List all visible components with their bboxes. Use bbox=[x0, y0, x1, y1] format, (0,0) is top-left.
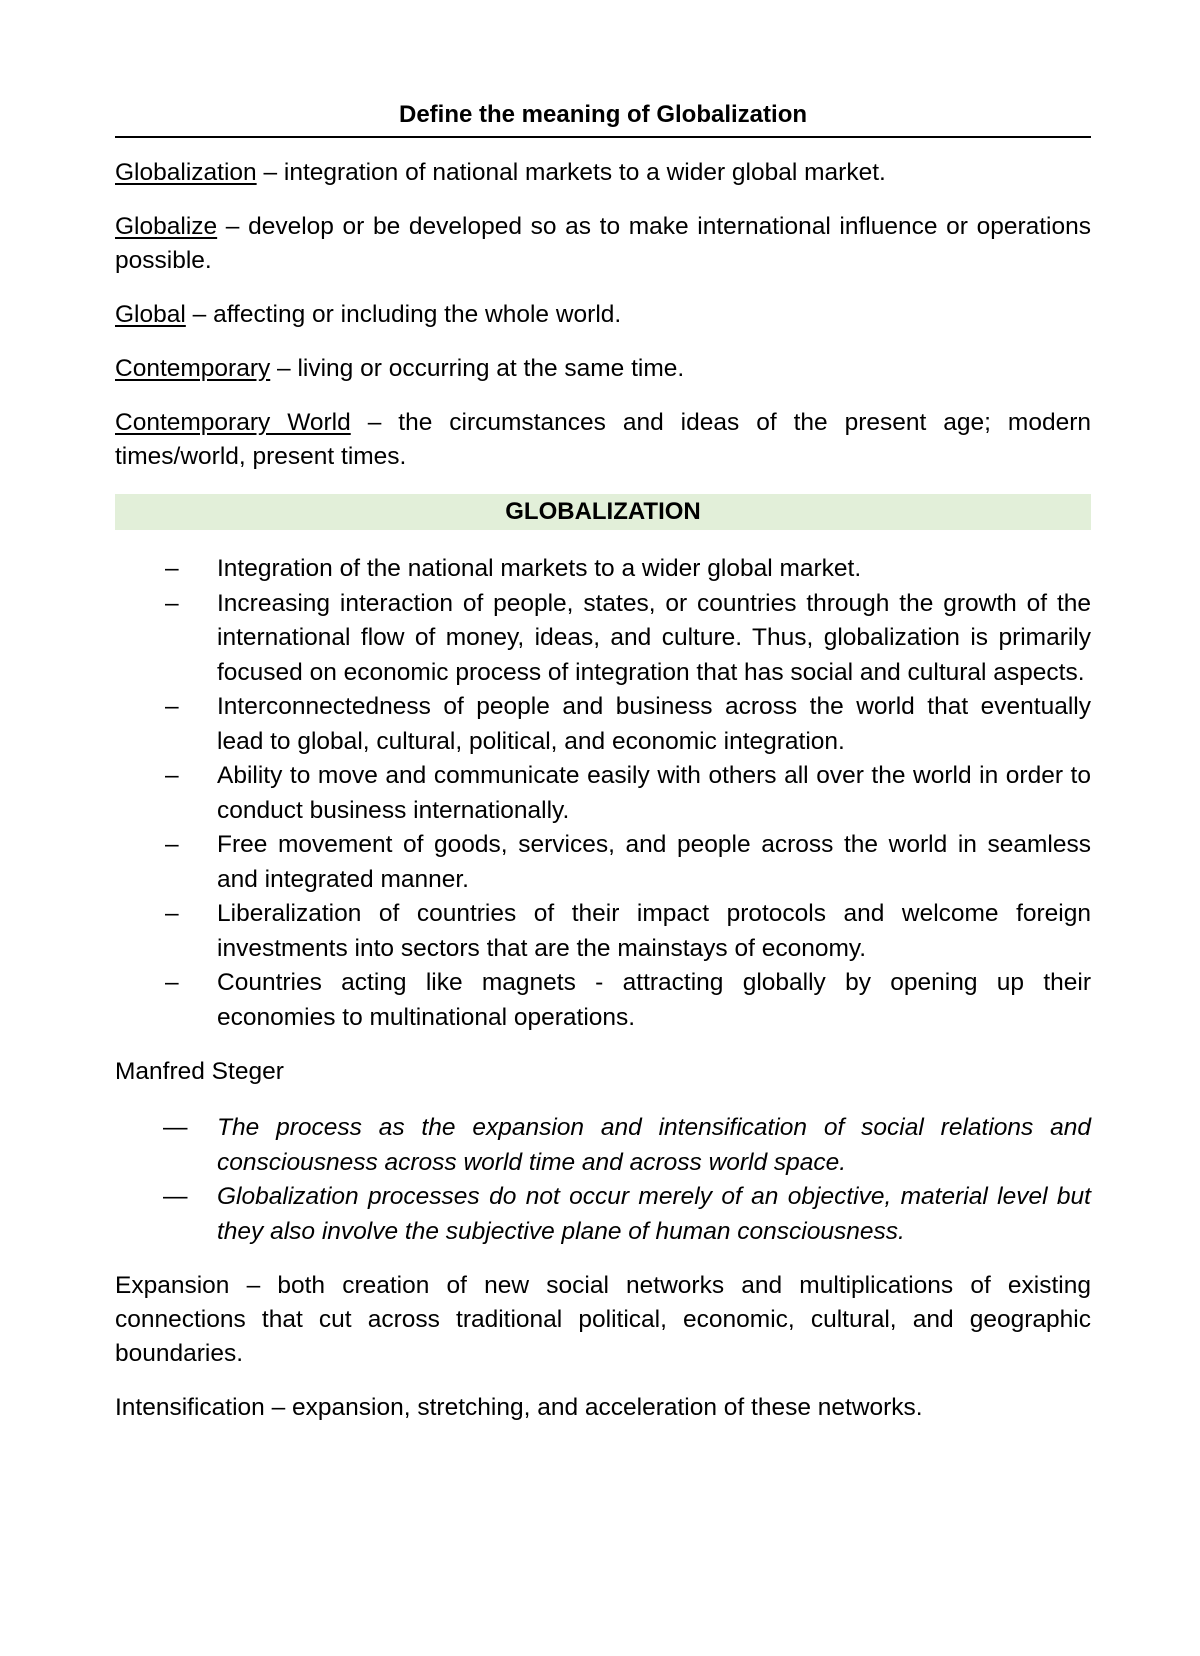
page-title: Define the meaning of Globalization bbox=[115, 100, 1091, 138]
list-item bbox=[115, 587, 1091, 691]
list-item bbox=[115, 1111, 1091, 1180]
list-item-text: Increasing interaction of people, states, or countries through the growth of the international flow of money, ideas, and culture. Thus, globalization is primarily focused on economic process of integration that has social and cultural aspects. bbox=[217, 589, 1091, 686]
expansion-paragraph: Expansion – both creation of new social networks and multiplications of existing connections that cut across traditional political, economic, cultural, and geographic boundaries. bbox=[115, 1272, 1091, 1367]
list-item bbox=[115, 1180, 1091, 1249]
list-item-text: Liberalization of countries of their impact protocols and welcome foreign investments into sectors that are the mainstays of economy. bbox=[217, 900, 1091, 962]
definition-text: – the circumstances and ideas of the present age; modern times/world, present times. bbox=[115, 409, 1091, 470]
list-item-text: Interconnectedness of people and business across the world that eventually lead to global, cultural, political, and economic integration. bbox=[217, 693, 1091, 755]
dash-bullet: – bbox=[165, 969, 179, 996]
definition-contemporary-world bbox=[115, 406, 1091, 474]
dash-bullet: – bbox=[165, 762, 179, 789]
dash-bullet: — bbox=[163, 1114, 188, 1141]
definition-text: – integration of national markets to a wider global market. bbox=[256, 159, 886, 186]
term-global: Global bbox=[115, 301, 186, 328]
intensification-paragraph: Intensification – expansion, stretching, and acceleration of these networks. bbox=[115, 1394, 923, 1421]
dash-bullet: – bbox=[165, 900, 179, 927]
quote-text: The process as the expansion and intensification of social relations and consciousness across world time and across world space. bbox=[217, 1114, 1091, 1176]
list-item bbox=[115, 759, 1091, 828]
list-item bbox=[115, 897, 1091, 966]
quote-text: Globalization processes do not occur merely of an objective, material level but they also involve the subjective plane of human consciousness. bbox=[217, 1183, 1091, 1245]
list-item-text: Integration of the national markets to a wider global market. bbox=[217, 555, 862, 582]
definition-global bbox=[115, 298, 1091, 332]
term-contemporary-world: Contemporary World bbox=[115, 409, 351, 436]
definition-globalize bbox=[115, 210, 1091, 278]
list-item bbox=[115, 966, 1091, 1035]
definition-text: – develop or be developed so as to make international influence or operations possible. bbox=[115, 213, 1091, 274]
dash-bullet: – bbox=[165, 831, 179, 858]
list-item-text: Ability to move and communicate easily with others all over the world in order to conduct business internationally. bbox=[217, 762, 1091, 824]
term-globalize: Globalize bbox=[115, 213, 218, 240]
list-item bbox=[115, 828, 1091, 897]
definition-text: – living or occurring at the same time. bbox=[270, 355, 685, 382]
dash-bullet: – bbox=[165, 555, 179, 582]
document-page bbox=[115, 100, 1091, 1445]
dash-bullet: – bbox=[165, 693, 179, 720]
section-heading-globalization: GLOBALIZATION bbox=[115, 494, 1091, 530]
definition-contemporary bbox=[115, 352, 1091, 386]
term-contemporary: Contemporary bbox=[115, 355, 271, 382]
definition-globalization bbox=[115, 156, 1091, 190]
definition-text: – affecting or including the whole world. bbox=[185, 301, 622, 328]
list-item-text: Free movement of goods, services, and people across the world in seamless and integrated manner. bbox=[217, 831, 1091, 893]
author-name: Manfred Steger bbox=[115, 1058, 284, 1085]
list-item bbox=[115, 690, 1091, 759]
term-globalization: Globalization bbox=[115, 159, 257, 186]
dash-bullet: – bbox=[165, 589, 179, 617]
dash-bullet: — bbox=[163, 1183, 188, 1210]
list-item bbox=[115, 552, 1091, 587]
globalization-points-list bbox=[115, 552, 1091, 1035]
steger-quotes-list bbox=[115, 1111, 1091, 1249]
list-item-text: Countries acting like magnets - attracting globally by opening up their economies to multinational operations. bbox=[217, 969, 1091, 1031]
